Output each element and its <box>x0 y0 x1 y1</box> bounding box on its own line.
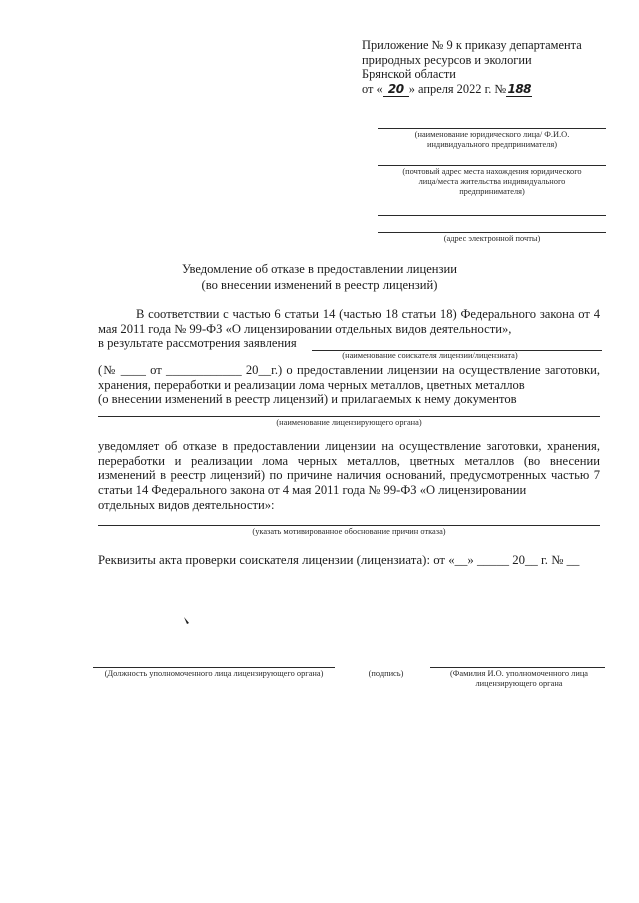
paragraph-refusal-end: отдельных видов деятельности»: <box>98 498 275 512</box>
order-reference <box>362 38 582 97</box>
handwritten-day: 20 <box>383 82 409 98</box>
recipient-address-line <box>378 165 606 166</box>
paragraph-application: (№ ____ от ____________ 20__г.) о предоставлении лицензии на осуществление заготовки, хранения, переработки и реализации лома черных металлов, цветных металлов <box>98 363 600 392</box>
signature-caption: (подпись) <box>368 669 404 678</box>
authority-name-caption: (наименование лицензирующего органа) <box>276 418 422 427</box>
date-prefix: от « <box>362 81 383 96</box>
position-caption: (Должность уполномоченного лица лицензирующего органа) <box>104 669 324 678</box>
paragraph-legal-basis: В соответствии с частью 6 статьи 14 (частью 18 статьи 18) Федерального закона от 4 мая 2011 года № 99-ФЗ «О лицензировании отдельных видов деятельности», <box>98 307 600 336</box>
recipient-name-line <box>378 128 606 129</box>
handwritten-order-number: 188 <box>507 81 532 96</box>
applicant-name-caption: (наименование соискателя лицензии/лицензиата) <box>342 351 518 360</box>
position-line <box>93 667 335 668</box>
recipient-extra-line <box>378 215 606 216</box>
notice-title: Уведомление об отказе в предоставлении лицензии <box>181 262 457 276</box>
order-reference-line3: Брянской области <box>362 67 456 81</box>
refusal-reason-line <box>98 525 600 526</box>
order-date-line <box>362 82 582 98</box>
inspection-act-requisites: Реквизиты акта проверки соискателя лицензии (лицензиата): от «__» _____ 20__ г. № __ <box>98 553 580 567</box>
authority-name-line <box>98 416 600 417</box>
recipient-name-caption: (наименование юридического лица/ Ф.И.О. индивидуального предпринимателя) <box>414 130 570 149</box>
recipient-address-caption: (почтовый адрес места нахождения юридического лица/места жительства индивидуального предпринимателя) <box>402 167 582 196</box>
recipient-email-line <box>378 232 606 233</box>
recipient-email-caption: (адрес электронной почты) <box>443 234 541 243</box>
full-name-caption: (Фамилия И.О. уполномоченного лица лицензирующего органа <box>449 669 589 688</box>
order-reference-line2: природных ресурсов и экологии <box>362 52 532 67</box>
scan-mark <box>183 616 193 629</box>
notice-subtitle: (во внесении изменений в реестр лицензий) <box>201 278 438 292</box>
paragraph-legal-basis-end: в результате рассмотрения заявления <box>98 336 297 350</box>
full-name-line <box>430 667 605 668</box>
date-middle: » апреля 2022 г. № <box>408 81 507 96</box>
refusal-reason-caption: (указать мотивированное обоснование причин отказа) <box>252 527 446 536</box>
paragraph-refusal: уведомляет об отказе в предоставлении лицензии на осуществление заготовки, хранения, переработки и реализации лома черных металлов, цветных металлов (во внесении изменений в реестр лицензий) по причине наличия оснований, предусмотренных частью 7 статьи 14 Федерального закона от 4 мая 2011 года № 99-ФЗ «О лицензировании <box>98 439 600 497</box>
paragraph-application-end: (о внесении изменений в реестр лицензий) и прилагаемых к нему документов <box>98 392 517 406</box>
order-reference-line1: Приложение № 9 к приказу департамента <box>362 38 582 52</box>
